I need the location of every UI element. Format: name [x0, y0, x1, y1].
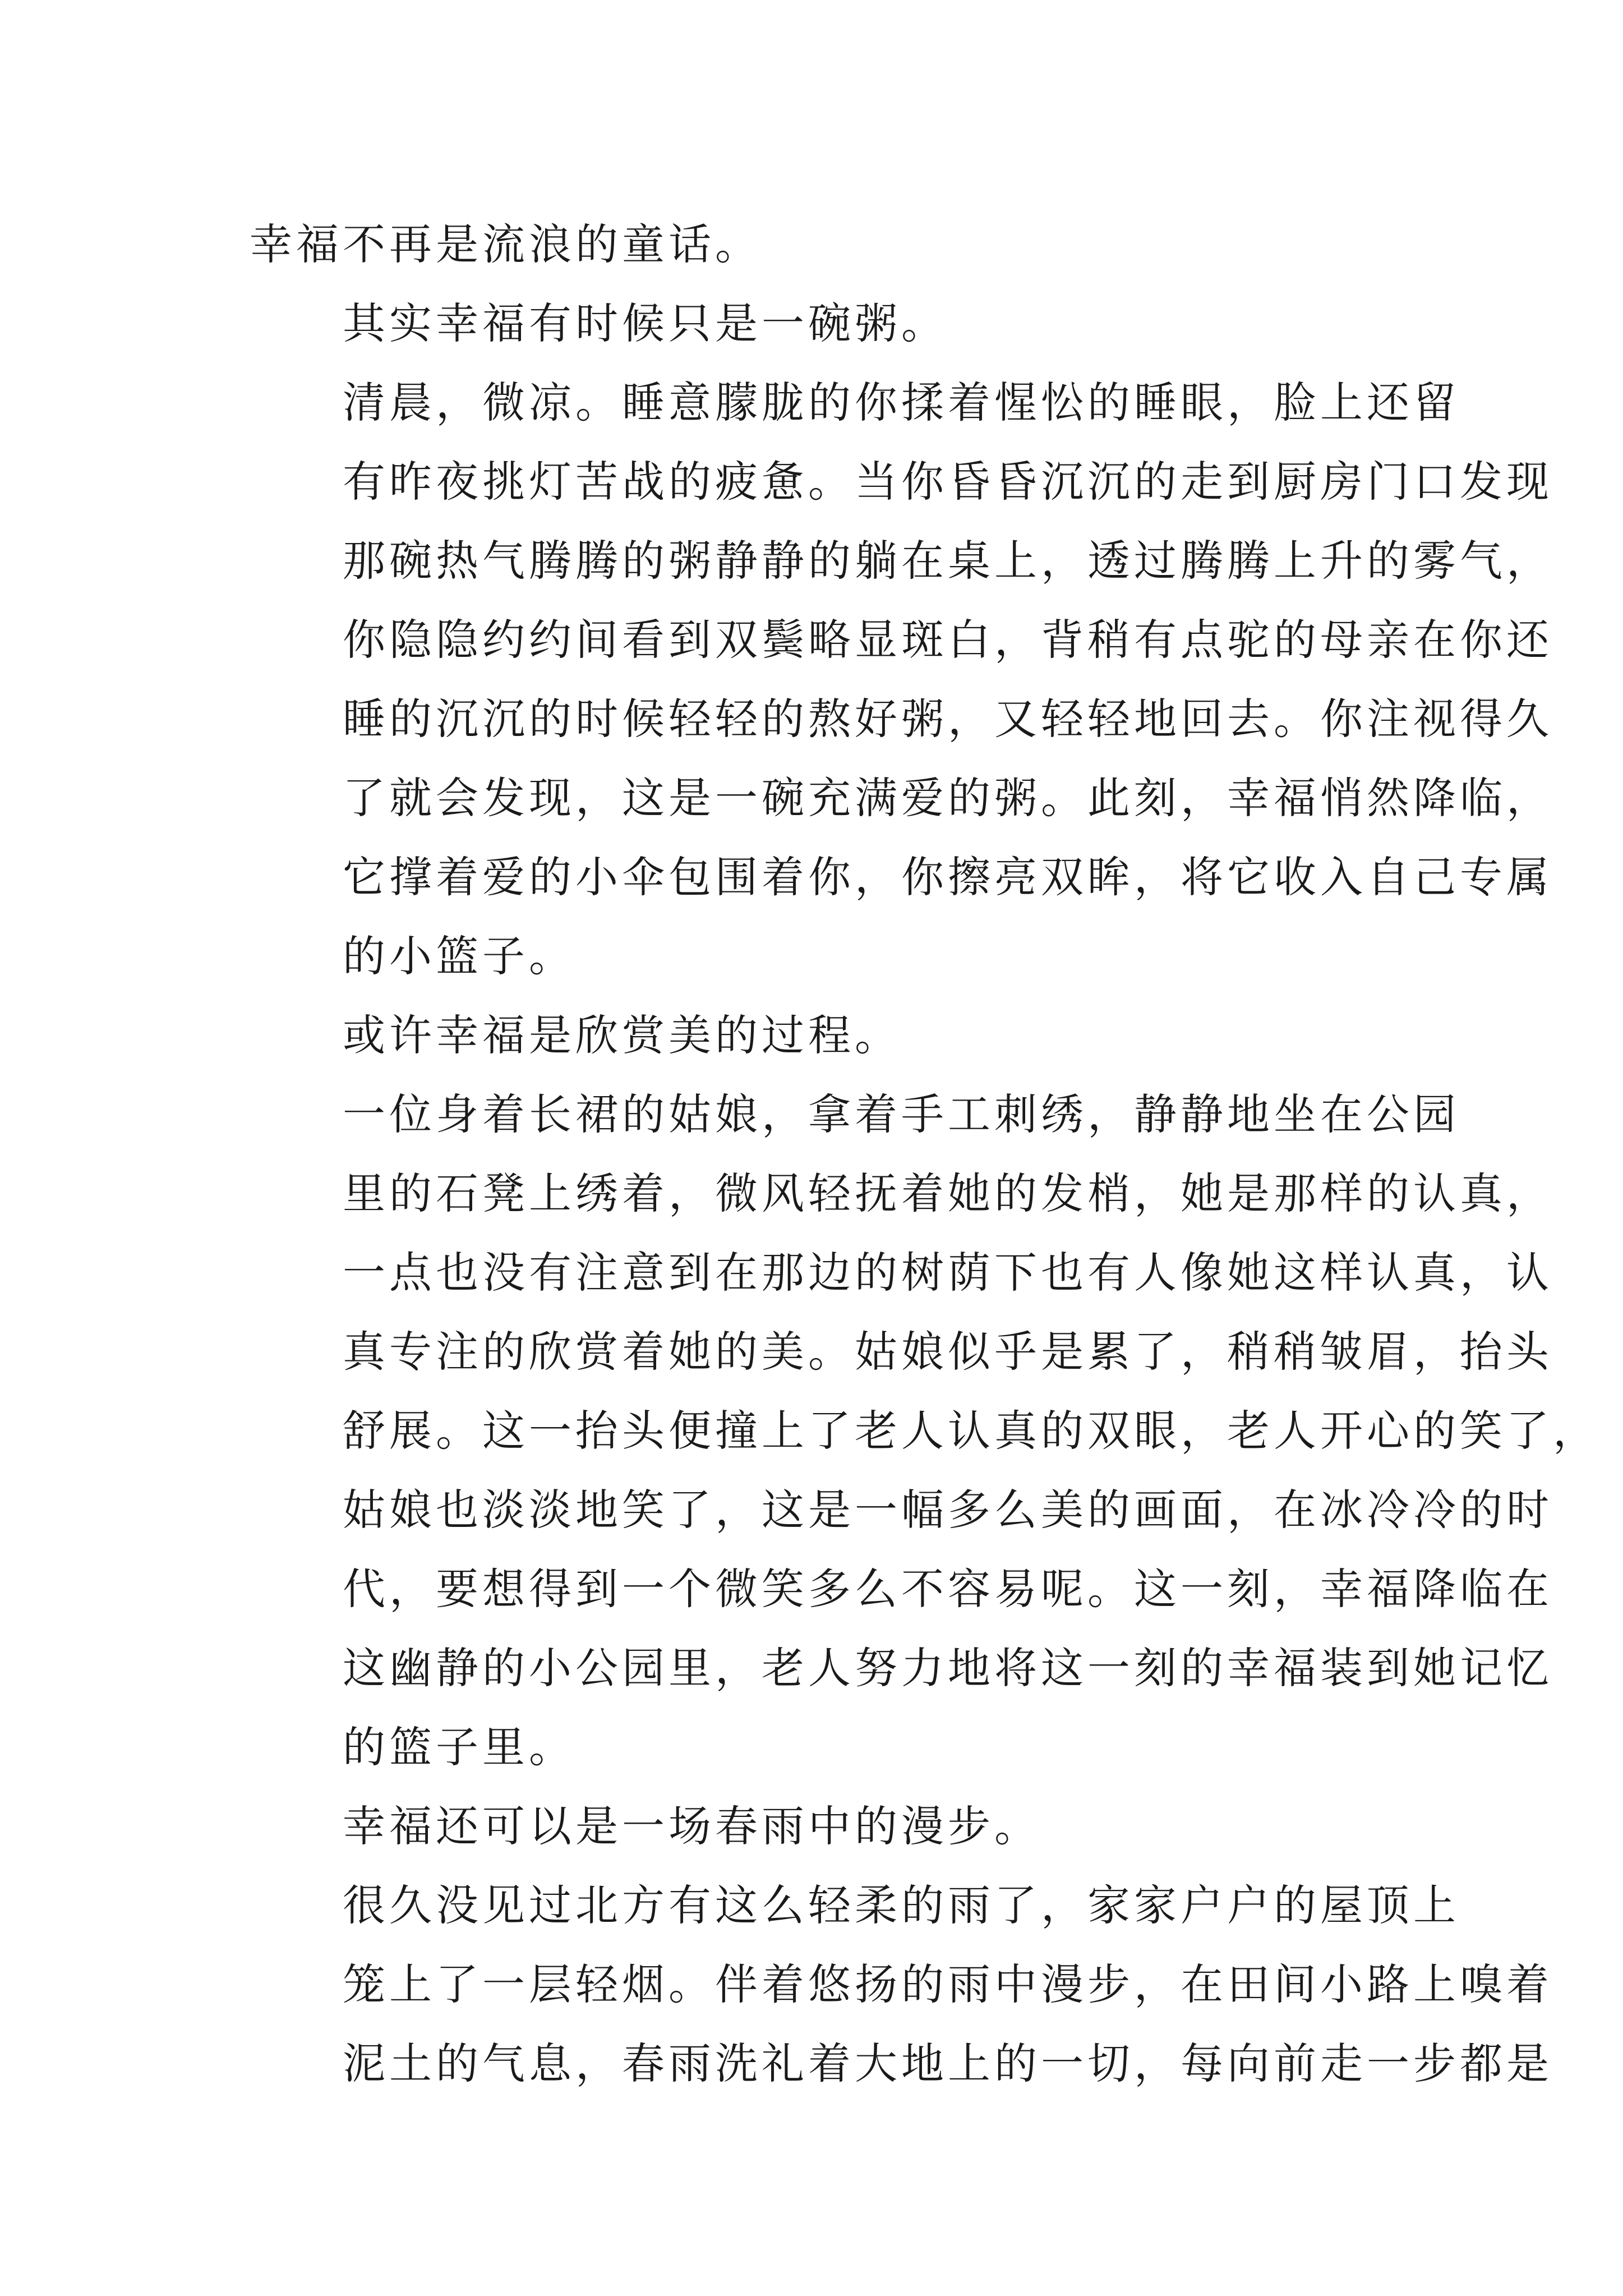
paragraph — [250, 996, 1388, 1075]
text-line: 其实幸福有时候只是一碗粥。 — [343, 298, 948, 348]
text-line: 睡的沉沉的时候轻轻的熬好粥，又轻轻地回去。你注视得久 — [343, 694, 1553, 744]
text-line: 舒展。这一抬头便撞上了老人认真的双眼，老人开心的笑了， — [343, 1406, 1599, 1456]
text-line: 很久没见过北方有这么轻柔的雨了，家家户户的屋顶上 — [343, 1880, 1460, 1930]
text-line: 那碗热气腾腾的粥静静的躺在桌上，透过腾腾上升的雾气， — [343, 536, 1553, 586]
paragraph — [250, 1787, 1388, 1866]
paragraph — [250, 205, 1388, 284]
text-line: 你隐隐约约间看到双鬓略显斑白，背稍有点驼的母亲在你还 — [343, 615, 1553, 665]
text-line: 或许幸福是欣赏美的过程。 — [343, 1010, 901, 1060]
text-line: 姑娘也淡淡地笑了，这是一幅多么美的画面，在冰冷冷的时 — [343, 1485, 1553, 1535]
text-line: 代，要想得到一个微笑多么不容易呢。这一刻，幸福降临在 — [343, 1564, 1553, 1614]
text-line: 的篮子里。 — [343, 1722, 575, 1772]
paragraph — [250, 1075, 1599, 1787]
text-line: 里的石凳上绣着，微风轻抚着她的发梢，她是那样的认真， — [343, 1168, 1553, 1218]
paragraph — [250, 1866, 1553, 2103]
text-line: 了就会发现，这是一碗充满爱的粥。此刻，幸福悄然降临， — [343, 773, 1553, 823]
document-page — [250, 205, 1599, 2103]
paragraph — [250, 363, 1553, 996]
text-line: 泥土的气息，春雨洗礼着大地上的一切，每向前走一步都是 — [343, 2039, 1553, 2088]
text-line: 清晨，微凉。睡意朦胧的你揉着惺忪的睡眼，脸上还留 — [343, 378, 1460, 427]
text-line: 它撑着爱的小伞包围着你，你擦亮双眸，将它收入自己专属 — [343, 852, 1553, 902]
text-line: 幸福还可以是一场春雨中的漫步。 — [343, 1801, 1041, 1851]
text-line: 一点也没有注意到在那边的树荫下也有人像她这样认真，认 — [343, 1248, 1553, 1297]
text-line: 笼上了一层轻烟。伴着悠扬的雨中漫步，在田间小路上嗅着 — [343, 1959, 1553, 2009]
text-line: 真专注的欣赏着她的美。姑娘似乎是累了，稍稍皱眉，抬头 — [343, 1327, 1553, 1377]
text-line: 的小篮子。 — [343, 931, 575, 981]
text-line: 有昨夜挑灯苦战的疲惫。当你昏昏沉沉的走到厨房门口发现 — [343, 457, 1553, 507]
text-line: 一位身着长裙的姑娘，拿着手工刺绣，静静地坐在公园 — [343, 1089, 1460, 1139]
text-line: 这幽静的小公园里，老人努力地将这一刻的幸福装到她记忆 — [343, 1643, 1553, 1693]
paragraph — [250, 284, 1388, 363]
text-line: 幸福不再是流浪的童话。 — [250, 219, 762, 269]
